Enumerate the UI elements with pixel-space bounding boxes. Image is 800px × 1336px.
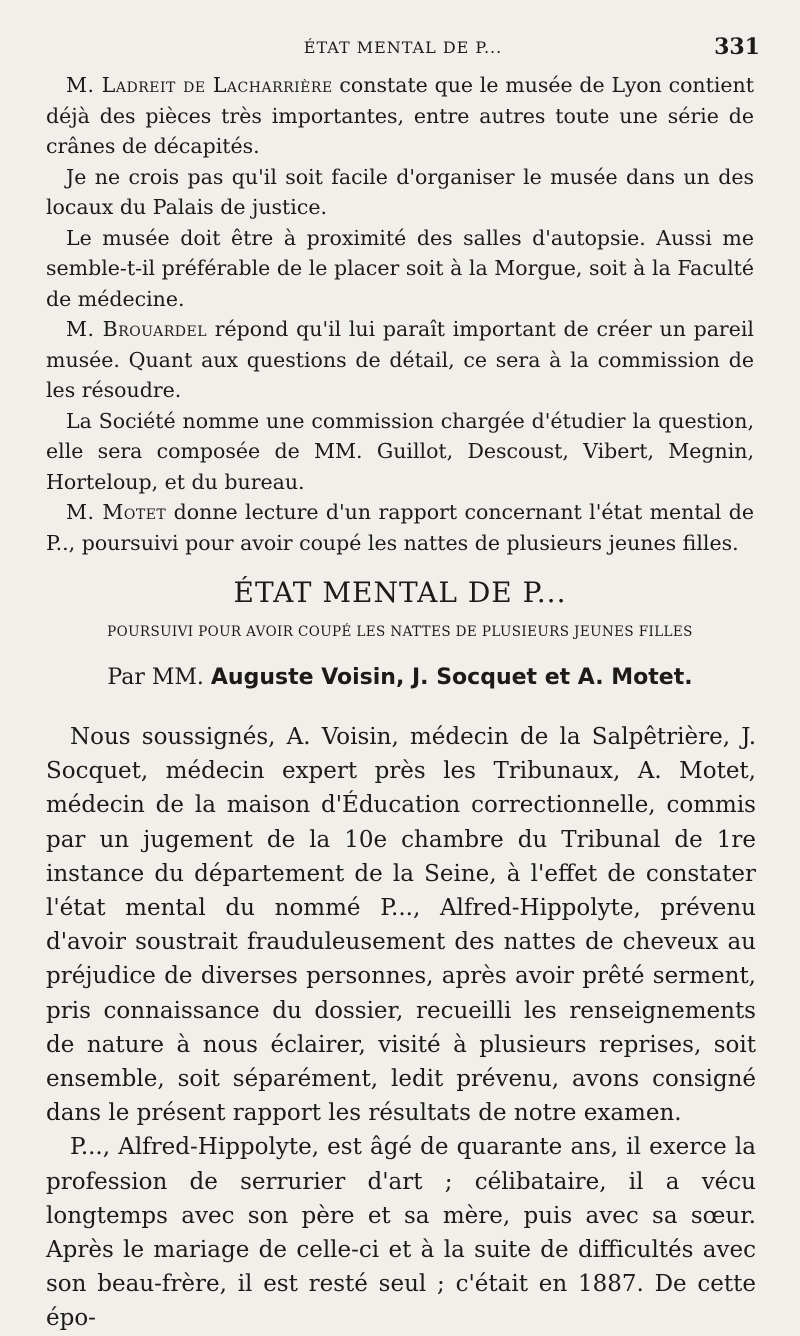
paragraph: Le musée doit être à proximité des salles d'autopsie. Aussi me semble-t-il préférable de le placer soit à la Morgue, soit à la Faculté de médecine. <box>46 225 754 311</box>
article-title: ÉTAT MENTAL DE P... <box>233 576 567 609</box>
running-head <box>46 34 760 62</box>
paragraph <box>46 70 754 162</box>
page-number: 331 <box>714 34 760 60</box>
running-title: ÉTAT MENTAL DE P... <box>303 38 503 57</box>
paragraph-text: répond qu'il lui paraît important de créer un pareil musée. Quant aux questions de détail, ce sera à la commission de les résoudre. <box>46 317 754 402</box>
paragraph: La Société nomme une commission chargée d'étudier la question, elle sera composée de MM. Guillot, Descoust, Vibert, Megnin, Horteloup, et du bureau. <box>46 408 754 494</box>
speaker-name: M. Brouardel <box>66 317 208 341</box>
discussion-text <box>46 70 754 558</box>
paragraph: P..., Alfred-Hippolyte, est âgé de quarante ans, il exerce la profession de serrurier d'art ; célibataire, il a vécu longtemps avec son père et sa mère, puis avec sa sœur. Après le mariage de celle-ci et à la suite de difficultés avec son beau-frère, il est resté seul ; c'était en 1887. De cette épo- <box>46 1134 756 1332</box>
paragraph: Je ne crois pas qu'il soit facile d'organiser le musée dans un des locaux du Palais de justice. <box>46 164 754 219</box>
article-body <box>46 720 756 1336</box>
speaker-name: M. Ladreit de Lacharrière <box>66 73 333 97</box>
authors-names: Auguste Voisin, J. Socquet et A. Motet. <box>210 665 693 690</box>
authors-line <box>46 665 754 690</box>
paragraph-text: donne lecture d'un rapport concernant l'état mental de P.., poursuivi pour avoir coupé les nattes de plusieurs jeunes filles. <box>46 500 754 555</box>
article-subtitle: POURSUIVI POUR AVOIR COUPÉ LES NATTES DE PLUSIEURS JEUNES FILLES <box>107 624 693 640</box>
paragraph <box>46 497 754 558</box>
authors-prefix: Par MM. <box>107 665 211 690</box>
paragraph: Nous soussignés, A. Voisin, médecin de la Salpêtrière, J. Socquet, médecin expert près les Tribunaux, A. Motet, médecin de la maison d'Éducation correctionnelle, commis par un jugement de la 10e chambre du Tribunal de 1re instance du département de la Seine, à l'effet de constater l'état mental du nommé P..., Alfred-Hippolyte, prévenu d'avoir soustrait frauduleusement des nattes de cheveux au préjudice de diverses personnes, après avoir prêté serment, pris connaissance du dossier, recueilli les renseignements de nature à nous éclairer, visité à plusieurs reprises, soit ensemble, soit séparément, ledit prévenu, avons consigné dans le présent rapport les résultats de notre examen. <box>46 724 756 1127</box>
paragraph <box>46 314 754 406</box>
paragraph-text: constate que le musée de Lyon contient déjà des pièces très importantes, entre autres toute une série de crânes de décapités. <box>46 73 754 158</box>
speaker-name: M. Motet <box>66 500 167 524</box>
